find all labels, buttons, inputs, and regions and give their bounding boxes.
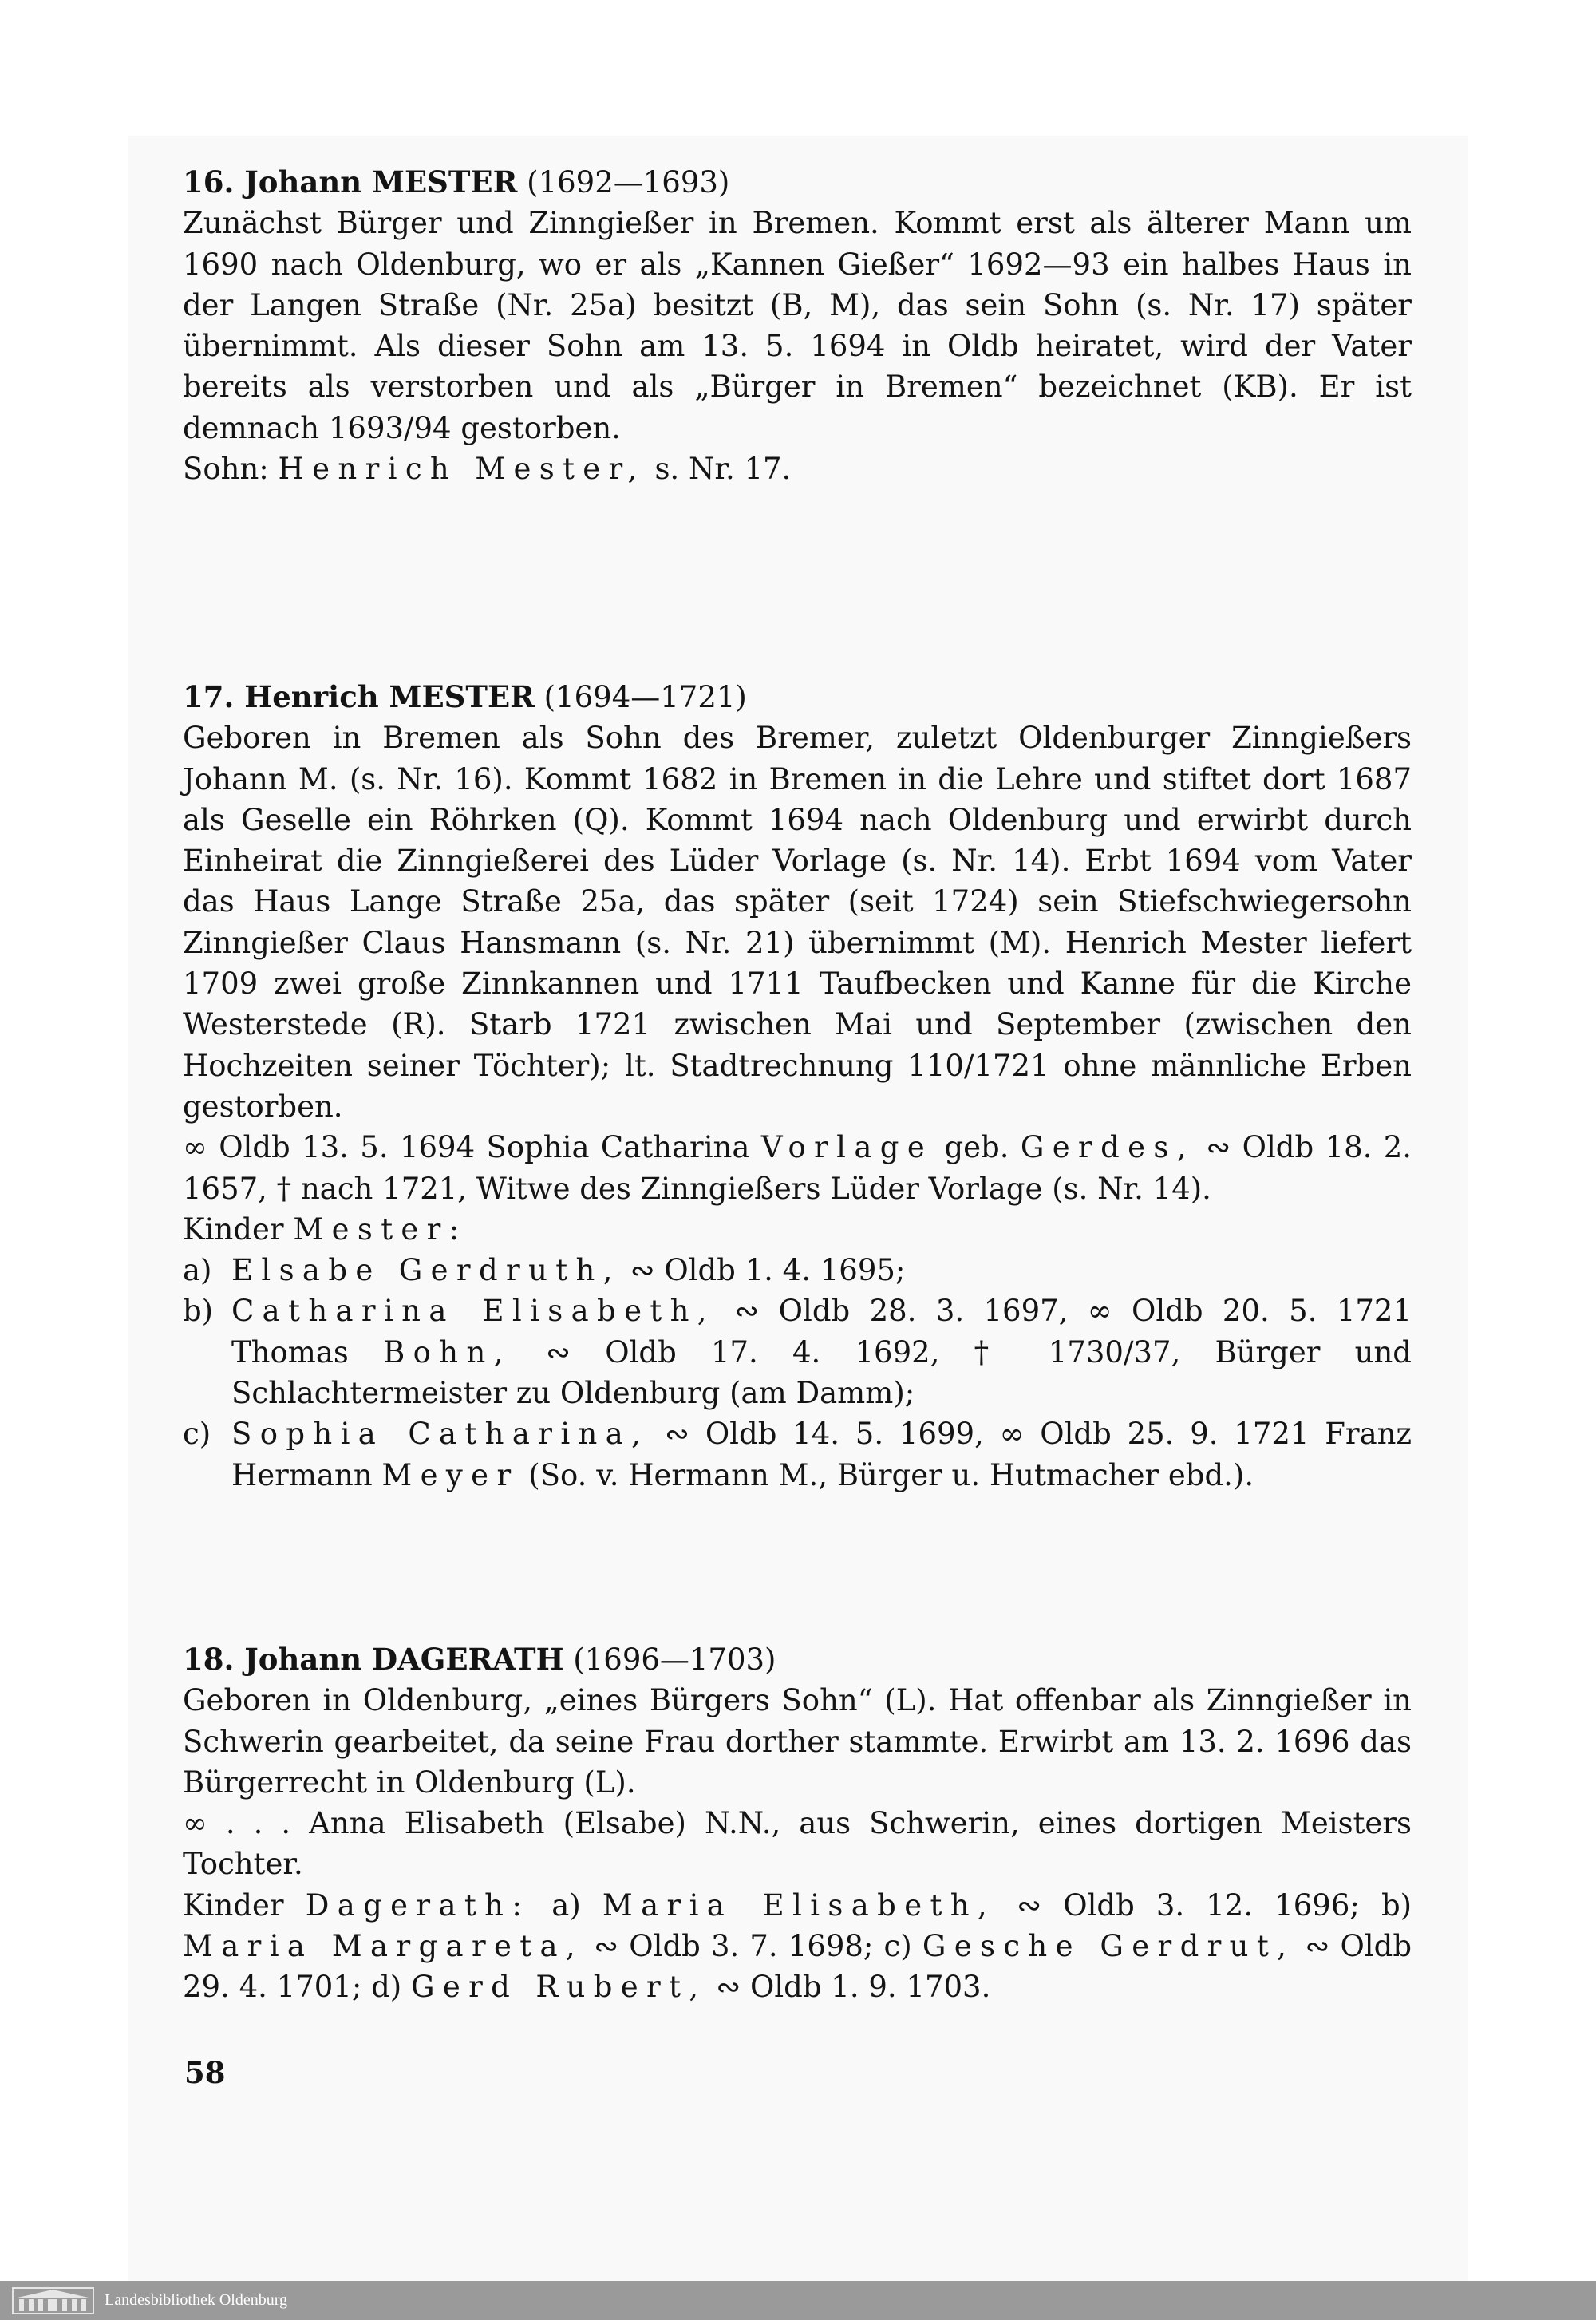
footer-label: Landesbibliothek Oldenburg [105, 2291, 288, 2309]
entry-body: Geboren in Bremen als Sohn des Bremer, zuletzt Oldenburger Zinngießers Johann M. (s. Nr. 16). Kommt 1682 in Bremen in die Lehre und stiftet dort 1687 als Geselle ein Röhrken (Q). Kommt 1694 nach Oldenburg und erwirbt durch Einheirat die Zinngießerei des Lüder Vorlage (s. Nr. 14). Erbt 1694 vom Vater das Haus Lange Straße 25a, das später (seit 1724) sein Stiefschwiegersohn Zinngießer Claus Hansmann (s. Nr. 21) übernimmt (M). Henrich Mester liefert 1709 zwei große Zinnkannen und 1711 Taufbecken und Kanne für die Kirche Westerstede (R). Starb 1721 zwischen Mai und September (zwischen den Hochzeiten seiner Töchter); lt. Stadtrechnung 110/1721 ohne männliche Erben gestorben. [183, 721, 1412, 1124]
children-line: Kinder Dagerath: a) Maria Elisabeth, ∾ Oldb 3. 12. 1696; b) Maria Margareta, ∾ Oldb 3. 7. 1698; c) Gesche Gerdrut, ∾ Oldb 29. 4. 1701; d) Gerd Rubert, ∾ Oldb 1. 9. 1703. [183, 1887, 1412, 2005]
entry-name: Henrich MESTER [244, 679, 535, 714]
entry-name: Johann MESTER [244, 164, 518, 200]
entry-body: Zunächst Bürger und Zinngießer in Bremen. Kommt erst als älterer Mann um 1690 nach Oldenburg, wo er als „Kannen Gießer“ 1692—93 ein halbes Haus in der Langen Straße (Nr. 25a) besitzt (B, M), das sein Sohn (s. Nr. 17) später übernimmt. Als dieser Sohn am 13. 5. 1694 in Oldb heiratet, wird der Vater bereits als verstorben und als „Bürger in Bremen“ bezeichnet (KB). Er ist demnach 1693/94 gestorben. [183, 206, 1412, 445]
entry-16 [183, 162, 1412, 489]
library-building-icon [11, 2286, 95, 2315]
entry-heading [183, 1639, 1412, 1680]
child-name: Maria Margareta, [183, 1929, 584, 1964]
child-name: Sophia Catharina, [231, 1417, 650, 1452]
entry-name: Johann DAGERATH [244, 1642, 564, 1677]
entry-marriage: ∞ Oldb 13. 5. 1694 Sophia Catharina Vorlage geb. Gerdes, ∾ Oldb 18. 2. 1657, † nach 1721, Witwe des Zinngießers Lüder Vorlage (s. Nr. 14). [183, 1130, 1412, 1206]
entry-17 [183, 677, 1412, 1496]
child-item: c) Sophia Catharina, ∾ Oldb 14. 5. 1699, ∞ Oldb 25. 9. 1721 Franz Hermann Meyer (So. v. Hermann M., Bürger u. Hutmacher ebd.). [183, 1417, 1412, 1492]
spouse-surname: Meyer [381, 1457, 519, 1492]
children-heading: Kinder Mester: [183, 1211, 468, 1247]
entry-number: 18. [183, 1642, 235, 1677]
baptism-icon: ∾ [1206, 1130, 1231, 1165]
entry-heading [183, 677, 1412, 717]
entry-years: (1696—1703) [573, 1642, 776, 1677]
entry-number: 17. [183, 679, 235, 714]
entry-years: (1692—1693) [527, 165, 730, 200]
spouse-surname: Bohn, [383, 1334, 512, 1369]
entry-marriage: ∞ . . . Anna Elisabeth (Elsabe) N.N., aus Schwerin, eines dortigen Meisters Tochter. [183, 1806, 1412, 1882]
son-name: Henrich Mester, [278, 452, 646, 487]
entry-heading [183, 162, 1412, 203]
entry-son-line: Sohn: Henrich Mester, s. Nr. 17. [183, 452, 792, 487]
marriage-icon: ∞ [183, 1130, 207, 1165]
child-item: a) Elsabe Gerdruth, ∾ Oldb 1. 4. 1695; [183, 1253, 906, 1288]
child-name: Elsabe Gerdruth, [231, 1253, 621, 1288]
footer-bar [0, 2281, 1596, 2320]
child-item: b) Catharina Elisabeth, ∾ Oldb 28. 3. 1697, ∞ Oldb 20. 5. 1721 Thomas Bohn, ∾ Oldb 17. 4. 1692, † 1730/37, Bürger und Schlachtermeister zu Oldenburg (am Damm); [183, 1294, 1412, 1411]
page-number: 58 [184, 2055, 226, 2090]
child-name: Catharina Elisabeth, [231, 1294, 715, 1329]
entry-number: 16. [183, 164, 235, 200]
entry-years: (1694—1721) [543, 680, 747, 714]
entry-body: Geboren in Oldenburg, „eines Bürgers Sohn“ (L). Hat offenbar als Zinngießer in Schwerin gearbeitet, da seine Frau dorther stammte. Erwirbt am 13. 2. 1696 das Bürgerrecht in Oldenburg (L). [183, 1683, 1412, 1800]
entry-18 [183, 1639, 1412, 2008]
child-name: Maria Elisabeth, [602, 1887, 996, 1923]
child-name: Gesche Gerdrut, [922, 1929, 1295, 1964]
child-name: Gerd Rubert, [410, 1970, 707, 2005]
